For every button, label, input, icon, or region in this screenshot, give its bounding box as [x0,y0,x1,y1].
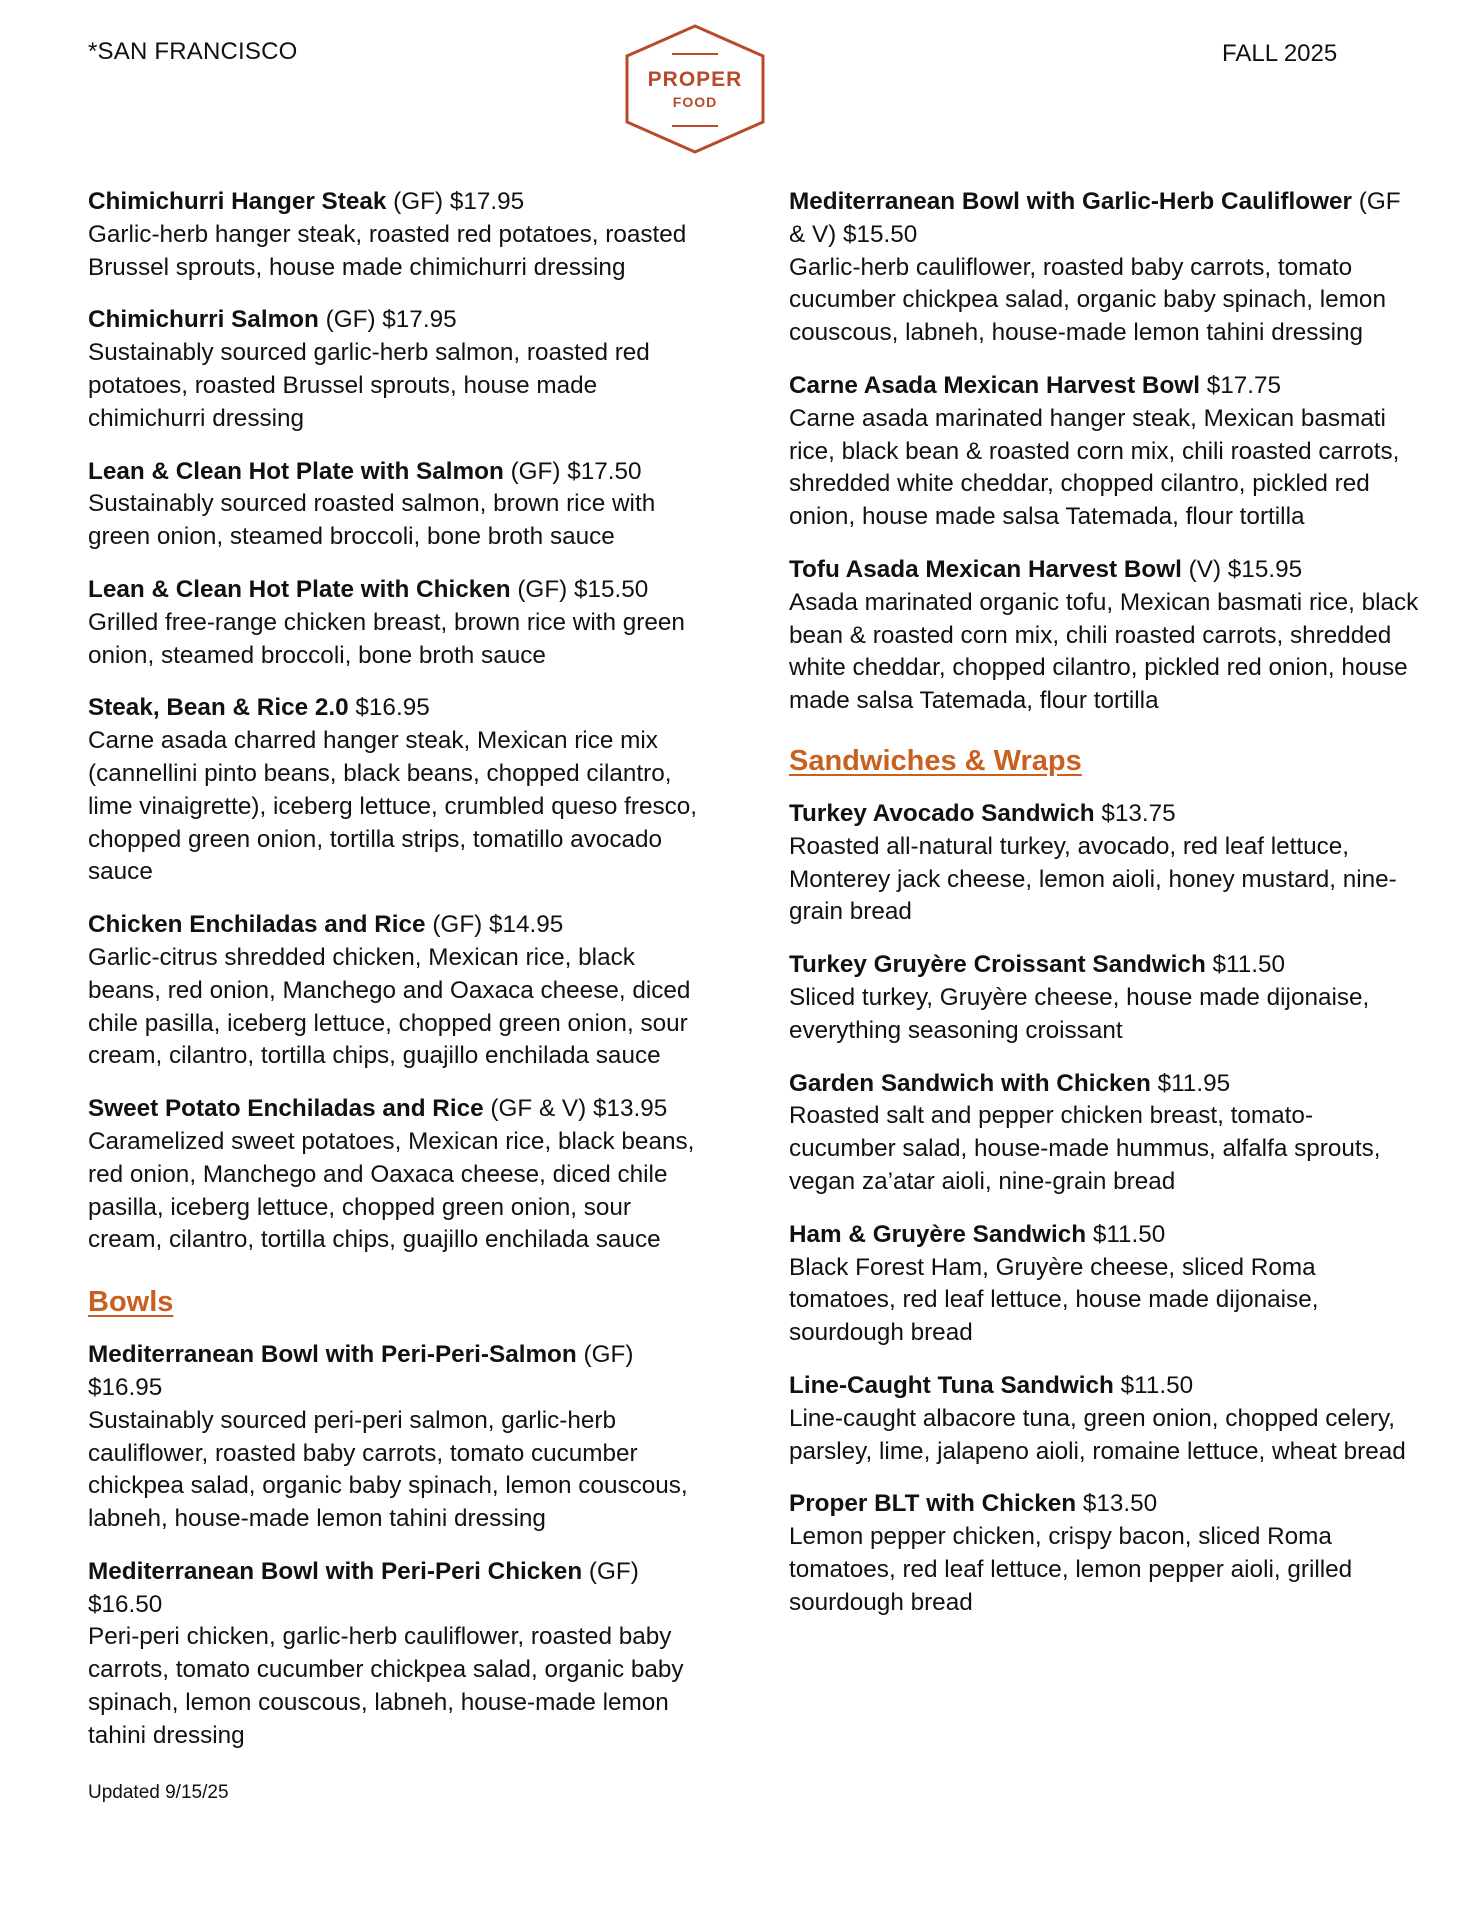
menu-item-header [789,949,1419,982]
updated-note: Updated 9/15/25 [88,1782,229,1803]
season-label: FALL 2025 [1222,40,1338,67]
menu-item-price: $13.50 [1076,1490,1158,1518]
menu-item-description: Garlic-herb cauliflower, roasted baby carrots, tomato cucumber chickpea salad, organic baby spinach, lemon couscous, labneh, house-made lemon tahini dressing [789,253,1386,347]
right-column [789,186,1419,1639]
menu-item-description: Garlic-citrus shredded chicken, Mexican rice, black beans, red onion, Manchego and Oaxaca cheese, diced chile pasilla, iceberg lettuce, chopped green onion, sour cream, cilantro, tortilla chips, guajillo enchilada sauce [88,943,691,1070]
menu-item-description: Sustainably sourced roasted salmon, brown rice with green onion, steamed broccoli, bone broth sauce [88,490,656,551]
logo-hexagon-icon [624,24,766,154]
menu-item-price: (GF) $16.50 [88,1557,639,1618]
menu-item-price: $11.50 [1205,951,1286,979]
menu-item-header [789,1488,1419,1521]
menu-item [88,186,708,284]
menu-item-name: Line-Caught Tuna Sandwich [789,1371,1114,1399]
left-column [88,186,708,1773]
logo-text-proper: PROPER [647,68,743,91]
menu-item-price: (GF) $14.95 [425,911,564,939]
menu-item-price: $13.75 [1094,799,1176,827]
menu-item-price: (GF) $16.95 [88,1341,634,1401]
menu-item-name: Turkey Avocado Sandwich [789,799,1095,827]
menu-item [789,1068,1419,1199]
menu-item [789,1219,1419,1350]
menu-item-header [789,1068,1419,1101]
menu-item [789,186,1419,350]
menu-item [88,909,708,1073]
menu-item-header [88,186,708,219]
section-title-bowls: Bowls [88,1286,174,1319]
menu-item-description: Grilled free-range chicken breast, brown rice with green onion, steamed broccoli, bone broth sauce [88,608,685,669]
menu-item-price: (GF) $17.95 [318,306,457,334]
menu-item-name: Ham & Gruyère Sandwich [789,1220,1087,1248]
menu-item-name: Proper BLT with Chicken [789,1490,1077,1518]
menu-item-description: Roasted salt and pepper chicken breast, tomato-cucumber salad, house-made hummus, alfalfa sprouts, vegan za’atar aioli, nine-grain bread [789,1102,1381,1195]
menu-item [88,1556,708,1753]
menu-item-name: Carne Asada Mexican Harvest Bowl [789,371,1200,399]
menu-item-name: Mediterranean Bowl with Peri-Peri Chicken [88,1557,583,1585]
menu-item-header [88,456,708,489]
menu-item-header [88,1339,708,1405]
menu-item-name: Mediterranean Bowl with Garlic-Herb Cauliflower [789,188,1352,215]
menu-item-name: Chimichurri Hanger Steak [88,188,387,215]
menu-item-header [88,909,708,942]
logo-text-food: FOOD [672,94,718,110]
menu-item-name: Steak, Bean & Rice 2.0 [88,694,349,722]
menu-item [88,692,708,889]
menu-item-header [88,304,708,337]
menu-item-name: Tofu Asada Mexican Harvest Bowl [789,555,1182,583]
menu-item-price: (GF) $17.95 [386,188,525,215]
menu-item [88,456,708,554]
menu-item-description: Sustainably sourced peri-peri salmon, garlic-herb cauliflower, roasted baby carrots, tomato cucumber chickpea salad, organic baby spinach, lemon couscous, labneh, house-made lemon tahini dressing [88,1406,688,1533]
menu-item [88,1093,708,1257]
menu-item [88,304,708,435]
menu-item-name: Lean & Clean Hot Plate with Salmon [88,457,504,485]
menu-item-price: $17.75 [1199,371,1282,399]
menu-item [789,554,1419,718]
menu-item [789,1488,1419,1619]
menu-item-header [88,692,708,725]
menu-item-name: Garden Sandwich with Chicken [789,1069,1151,1097]
menu-item-description: Caramelized sweet potatoes, Mexican rice, black beans, red onion, Manchego and Oaxaca cheese, diced chile pasilla, iceberg lettuce, chopped green onion, sour cream, cilantro, tortilla chips, guajillo enchilada sauce [88,1127,695,1254]
menu-item [789,370,1419,534]
menu-item [789,949,1419,1047]
menu-item [789,798,1419,929]
menu-item-header [88,1093,708,1126]
menu-item-description: Carne asada charred hanger steak, Mexican rice mix (cannellini pinto beans, black beans, chopped cilantro, lime vinaigrette), iceberg lettuce, crumbled queso fresco, chopped green onion, tortilla strips, tomatillo avocado sauce [88,727,698,886]
menu-item-price: (GF & V) $15.50 [789,188,1401,248]
menu-item [88,1339,708,1536]
menu-item-header [88,1556,708,1622]
menu-item-price: (V) $15.95 [1181,555,1303,583]
menu-item-header [789,1219,1419,1252]
menu-item-price: $11.50 [1086,1220,1166,1248]
menu-item-name: Sweet Potato Enchiladas and Rice [88,1095,484,1123]
menu-item [88,574,708,672]
menu-item-name: Chicken Enchiladas and Rice [88,911,426,939]
menu-item-header [789,554,1419,587]
menu-item-price: (GF) $15.50 [510,575,649,603]
menu-item [789,1370,1419,1468]
section-title-sandwiches: Sandwiches & Wraps [789,744,1082,777]
menu-item-description: Peri-peri chicken, garlic-herb cauliflower, roasted baby carrots, tomato cucumber chickpea salad, organic baby spinach, lemon couscous, labneh, house-made lemon tahini dressing [88,1623,684,1749]
menu-item-header [789,1370,1419,1403]
menu-item-header [789,186,1419,252]
menu-item-price: (GF & V) $13.95 [483,1095,668,1123]
location-label: *SAN FRANCISCO [88,38,298,65]
menu-item-description: Carne asada marinated hanger steak, Mexican basmati rice, black bean & roasted corn mix, chili roasted carrots, shredded white cheddar, chopped cilantro, pickled red onion, house made salsa Tatemada, flour tortilla [789,404,1400,531]
menu-item-description: Line-caught albacore tuna, green onion, chopped celery, parsley, lime, jalapeno aioli, romaine lettuce, wheat bread [789,1404,1406,1465]
menu-item-description: Lemon pepper chicken, crispy bacon, sliced Roma tomatoes, red leaf lettuce, lemon pepper aioli, grilled sourdough bread [789,1523,1353,1616]
menu-item-description: Garlic-herb hanger steak, roasted red potatoes, roasted Brussel sprouts, house made chimichurri dressing [88,220,687,281]
menu-item-description: Sustainably sourced garlic-herb salmon, roasted red potatoes, roasted Brussel sprouts, house made chimichurri dressing [88,339,650,432]
menu-item-name: Turkey Gruyère Croissant Sandwich [789,951,1206,979]
menu-item-description: Asada marinated organic tofu, Mexican basmati rice, black bean & roasted corn mix, chili roasted carrots, shredded white cheddar, chopped cilantro, pickled red onion, house made salsa Tatemada, flour tortilla [789,588,1419,715]
menu-item-description: Roasted all-natural turkey, avocado, red leaf lettuce, Monterey jack cheese, lemon aioli, honey mustard, nine-grain bread [789,832,1397,926]
menu-item-name: Chimichurri Salmon [88,306,319,334]
menu-item-header [789,798,1419,831]
menu-item-header [789,370,1419,403]
menu-item-price: $11.95 [1150,1069,1231,1097]
menu-item-price: (GF) $17.50 [503,457,642,485]
proper-food-logo [624,24,766,154]
menu-item-price: $16.95 [348,694,430,722]
menu-item-price: $11.50 [1113,1371,1194,1399]
menu-item-description: Sliced turkey, Gruyère cheese, house made dijonaise, everything seasoning croissant [789,983,1370,1044]
menu-item-description: Black Forest Ham, Gruyère cheese, sliced Roma tomatoes, red leaf lettuce, house made dijonaise, sourdough bread [789,1253,1319,1347]
menu-item-name: Mediterranean Bowl with Peri-Peri-Salmon [88,1341,577,1369]
menu-item-name: Lean & Clean Hot Plate with Chicken [88,575,511,603]
menu-item-header [88,574,708,607]
